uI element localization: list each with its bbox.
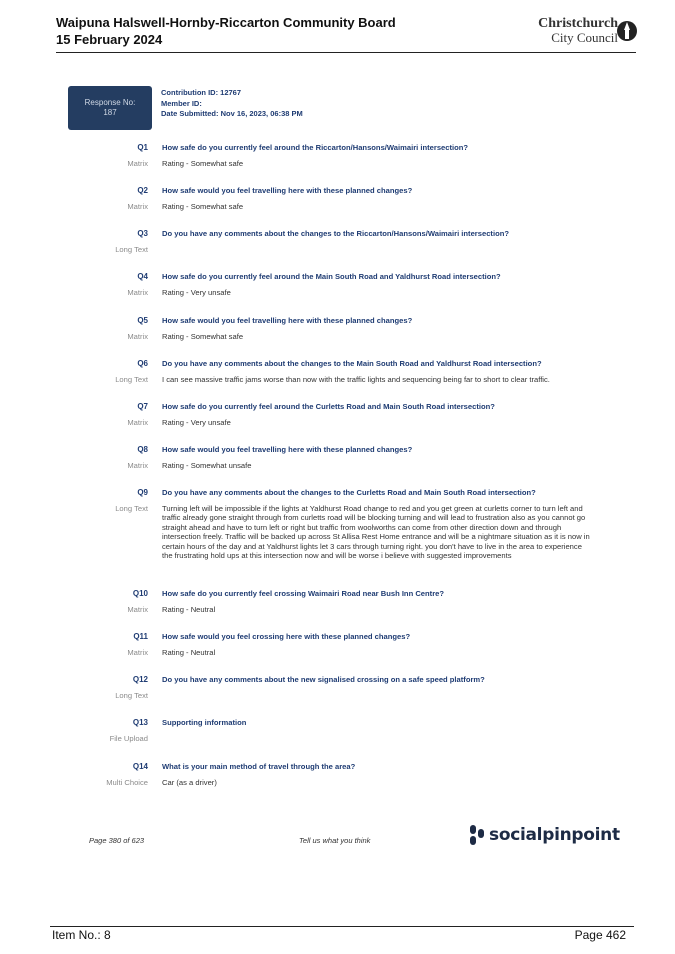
- answer-text: Rating - Very unsafe: [162, 418, 231, 427]
- sheet-page-count: Page 380 of 623: [89, 836, 145, 845]
- logo-name: Christchurch: [538, 16, 618, 31]
- question-block: [64, 186, 609, 211]
- member-label: Member ID:: [161, 98, 202, 108]
- answer-text: Rating - Somewhat safe: [162, 159, 244, 168]
- answer-type: Long Text: [115, 375, 148, 384]
- answer-type: Matrix: [127, 605, 148, 614]
- question-number: Q14: [132, 762, 148, 771]
- socialpinpoint-logo: [469, 824, 620, 846]
- council-logo: [538, 16, 618, 45]
- contribution-id: 12767: [220, 88, 242, 97]
- answer-text: Rating - Somewhat safe: [162, 202, 244, 211]
- question-text: How safe do you currently feel crossing Waimairi Road near Bush Inn Centre?: [162, 589, 445, 598]
- pinpoint-icon: [469, 824, 485, 846]
- answer-text: [162, 245, 592, 254]
- answer-type: Matrix: [127, 159, 148, 168]
- question-block: [64, 632, 609, 657]
- answer-type: Multi Choice: [106, 778, 148, 787]
- answer-text: Turning left will be impossible if the lights at Yaldhurst Road change to red and you get green at curletts corner to turn left and traffic already gone straight through from curletts road will be blocking turning and will lead to frustration also as you cannot go straight ahead and have to turn left or right but traffic from woolworths can come from other direction down and through intersection freely. Traffic will be backed up across St Allisa Rest Home entrance and will be a nightmare situation as it is now in certain hours of the day and at Yaldhurst lights let 3 cars through turning right. you don't have to live in the area to experience the frustrating hold ups at this intersection now and will be worse i believe with suggested improvements: [162, 504, 590, 561]
- question-text: How safe would you feel travelling here with these planned changes?: [162, 316, 413, 325]
- page-footer: [50, 926, 634, 942]
- question-text: What is your main method of travel through the area?: [162, 762, 356, 771]
- question-number: Q5: [137, 316, 148, 325]
- submission-meta: [161, 88, 303, 120]
- answer-type: Long Text: [115, 691, 148, 700]
- question-number: Q2: [137, 186, 148, 195]
- question-block: [64, 359, 609, 384]
- contribution-label: Contribution ID:: [161, 88, 219, 97]
- answer-type: File Upload: [109, 734, 148, 743]
- item-number: Item No.: 8: [52, 928, 111, 942]
- question-block: [64, 445, 609, 470]
- question-number: Q12: [132, 675, 148, 684]
- question-block: [64, 316, 609, 341]
- question-text: How safe would you feel travelling here with these planned changes?: [162, 445, 413, 454]
- question-block: [64, 718, 609, 743]
- logo-sub: City Council: [551, 30, 618, 45]
- question-block: [64, 402, 609, 427]
- answer-type: Matrix: [127, 202, 148, 211]
- question-text: How safe do you currently feel around the Main South Road and Yaldhurst Road intersection?: [162, 272, 501, 281]
- question-text: Do you have any comments about the changes to the Curletts Road and Main South Road intersection?: [162, 488, 536, 497]
- question-block: [64, 143, 609, 168]
- question-text: How safe would you feel crossing here with these planned changes?: [162, 632, 411, 641]
- page-header: [56, 14, 636, 53]
- question-block: [64, 675, 609, 700]
- answer-type: Long Text: [115, 504, 148, 513]
- answer-text: Rating - Somewhat safe: [162, 332, 244, 341]
- question-number: Q1: [137, 143, 148, 152]
- response-label: Response No:: [84, 98, 136, 107]
- question-block: [64, 762, 609, 787]
- question-number: Q9: [137, 488, 148, 497]
- answer-text: Rating - Neutral: [162, 605, 216, 614]
- answer-type: Matrix: [127, 332, 148, 341]
- question-text: How safe do you currently feel around the Riccarton/Hansons/Waimairi intersection?: [162, 143, 469, 152]
- question-number: Q11: [133, 632, 148, 641]
- answer-type: Matrix: [127, 461, 148, 470]
- question-number: Q4: [137, 272, 148, 281]
- answer-type: Long Text: [115, 245, 148, 254]
- answer-type: Matrix: [127, 418, 148, 427]
- question-number: Q3: [137, 229, 148, 238]
- question-number: Q10: [132, 589, 148, 598]
- date-label: Date Submitted:: [161, 109, 219, 118]
- brand-name: socialpinpoint: [489, 825, 620, 845]
- answer-text: I can see massive traffic jams worse than now with the traffic lights and sequencing being far to short to clear traffic.: [162, 375, 550, 384]
- question-text: Do you have any comments about the changes to the Riccarton/Hansons/Waimairi intersection?: [162, 229, 509, 238]
- question-number: Q8: [137, 445, 148, 454]
- answer-type: Matrix: [127, 288, 148, 297]
- answer-type: Matrix: [127, 648, 148, 657]
- date-submitted: Nov 16, 2023, 06:38 PM: [220, 109, 303, 118]
- page-number: Page 462: [574, 928, 626, 942]
- question-text: Do you have any comments about the new signalised crossing on a safe speed platform?: [162, 675, 485, 684]
- answer-text: [162, 734, 592, 743]
- response-number: 187: [103, 108, 117, 117]
- question-number: Q13: [132, 718, 148, 727]
- question-number: Q7: [137, 402, 148, 411]
- question-block: [64, 229, 609, 254]
- meeting-date: 15 February 2024: [56, 32, 163, 47]
- question-text: Supporting information: [162, 718, 247, 727]
- question-text: How safe would you feel travelling here with these planned changes?: [162, 186, 413, 195]
- response-number-box: [68, 86, 152, 130]
- answer-text: Rating - Very unsafe: [162, 288, 231, 297]
- question-block: [64, 272, 609, 297]
- board-title: Waipuna Halswell-Hornby-Riccarton Community Board: [56, 15, 396, 30]
- answer-text: [162, 691, 592, 700]
- question-block: [64, 589, 609, 614]
- tagline: Tell us what you think: [299, 836, 371, 845]
- cathedral-icon: [616, 18, 638, 44]
- answer-text: Rating - Somewhat unsafe: [162, 461, 252, 470]
- answer-text: Car (as a driver): [162, 778, 217, 787]
- question-block: [64, 488, 609, 560]
- question-number: Q6: [137, 359, 148, 368]
- answer-text: Rating - Neutral: [162, 648, 216, 657]
- question-text: Do you have any comments about the changes to the Main South Road and Yaldhurst Road intersection?: [162, 359, 542, 368]
- question-text: How safe do you currently feel around the Curletts Road and Main South Road intersection?: [162, 402, 495, 411]
